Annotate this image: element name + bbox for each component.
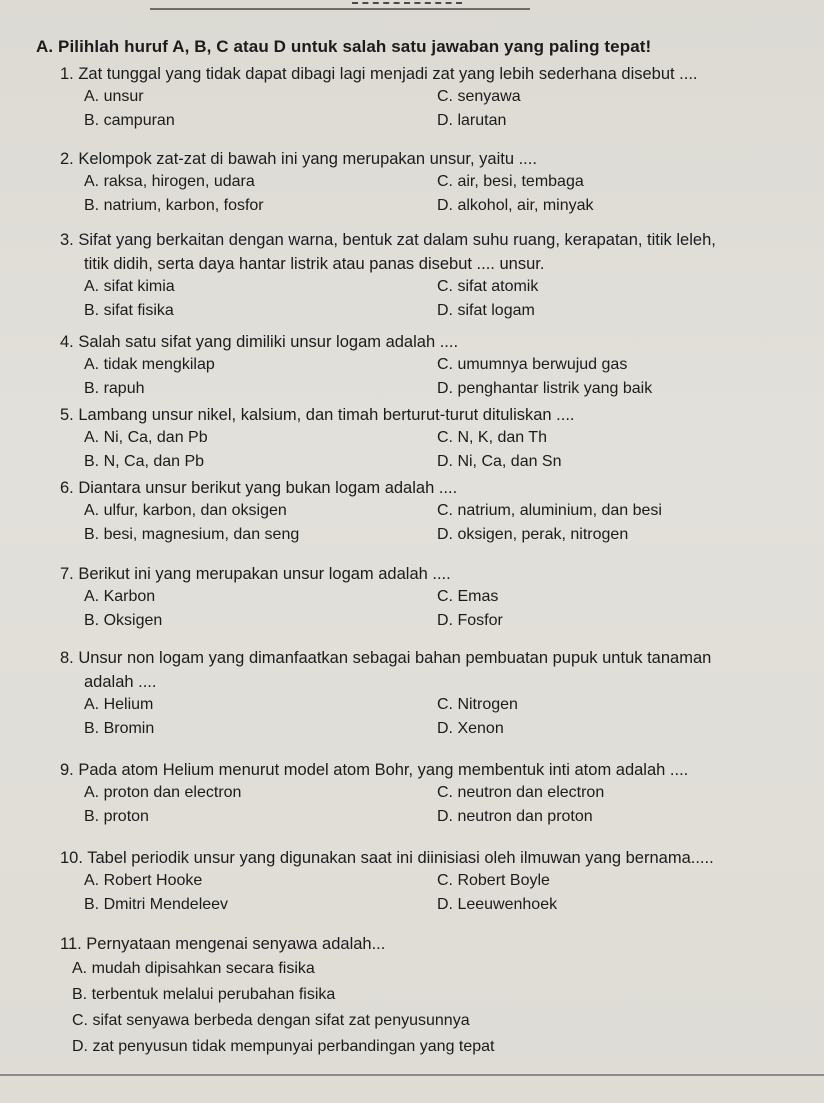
section-title: A. Pilihlah huruf A, B, C atau D untuk salah satu jawaban yang paling tepat! — [36, 37, 652, 56]
option-a[interactable]: A. mudah dipisahkan secara fisika — [72, 960, 315, 977]
option-c[interactable]: C. sifat senyawa berbeda dengan sifat zat penyusunnya — [72, 1012, 470, 1029]
option-b[interactable]: B. besi, magnesium, dan seng — [84, 526, 300, 543]
option-a[interactable]: A. Robert Hooke — [84, 872, 203, 889]
option-b[interactable]: B. sifat fisika — [84, 302, 174, 319]
question-stem: 7. Berikut ini yang merupakan unsur logam adalah .... — [60, 565, 451, 583]
option-a[interactable]: A. Helium — [84, 696, 154, 713]
question-9 — [60, 758, 820, 834]
option-c[interactable]: C. Robert Boyle — [437, 872, 550, 889]
option-c[interactable]: C. Nitrogen — [437, 696, 518, 713]
question-stem: 4. Salah satu sifat yang dimiliki unsur logam adalah .... — [60, 333, 459, 351]
option-a[interactable]: A. sifat kimia — [84, 278, 175, 295]
question-stem: 3. Sifat yang berkaitan dengan warna, bentuk zat dalam suhu ruang, kerapatan, titik leleh, — [60, 231, 716, 249]
question-stem: 10. Tabel periodik unsur yang digunakan saat ini diinisiasi oleh ilmuwan yang bernama..... — [60, 849, 714, 867]
option-a[interactable]: A. Karbon — [84, 588, 156, 605]
question-4 — [60, 330, 820, 406]
option-d[interactable]: D. alkohol, air, minyak — [437, 197, 594, 214]
question-stem: 9. Pada atom Helium menurut model atom Bohr, yang membentuk inti atom adalah .... — [60, 761, 689, 779]
option-d[interactable]: D. Xenon — [437, 720, 504, 737]
option-b[interactable]: B. terbentuk melalui perubahan fisika — [72, 986, 336, 1003]
question-stem: 11. Pernyataan mengenai senyawa adalah... — [60, 935, 386, 953]
option-d[interactable]: D. zat penyusun tidak mempunyai perbandingan yang tepat — [72, 1038, 495, 1055]
question-2 — [60, 147, 820, 223]
option-b[interactable]: B. rapuh — [84, 380, 145, 397]
bottom-divider — [0, 1074, 824, 1076]
question-stem-continued: adalah .... — [84, 673, 157, 691]
question-5 — [60, 403, 820, 479]
option-d[interactable]: D. Ni, Ca, dan Sn — [437, 453, 562, 470]
option-c[interactable]: C. N, K, dan Th — [437, 429, 547, 446]
option-c[interactable]: C. umumnya berwujud gas — [437, 356, 628, 373]
option-a[interactable]: A. proton dan electron — [84, 784, 242, 801]
question-10 — [60, 846, 820, 922]
option-c[interactable]: C. neutron dan electron — [437, 784, 605, 801]
option-b[interactable]: B. proton — [84, 808, 149, 825]
option-c[interactable]: C. sifat atomik — [437, 278, 539, 295]
top-dash-marks — [352, 2, 462, 18]
option-d[interactable]: D. larutan — [437, 112, 507, 129]
question-stem-continued: titik didih, serta daya hantar listrik atau panas disebut .... unsur. — [84, 255, 545, 273]
question-11 — [60, 932, 820, 1060]
question-1 — [60, 62, 820, 138]
question-stem: 1. Zat tunggal yang tidak dapat dibagi lagi menjadi zat yang lebih sederhana disebut .... — [60, 65, 698, 83]
option-a[interactable]: A. Ni, Ca, dan Pb — [84, 429, 208, 446]
option-b[interactable]: B. campuran — [84, 112, 175, 129]
option-d[interactable]: D. Leeuwenhoek — [437, 896, 558, 913]
question-3 — [60, 228, 820, 328]
option-c[interactable]: C. Emas — [437, 588, 499, 605]
option-a[interactable]: A. tidak mengkilap — [84, 356, 215, 373]
option-d[interactable]: D. penghantar listrik yang baik — [437, 380, 653, 397]
option-d[interactable]: D. oksigen, perak, nitrogen — [437, 526, 629, 543]
option-d[interactable]: D. Fosfor — [437, 612, 503, 629]
question-stem: 6. Diantara unsur berikut yang bukan logam adalah .... — [60, 479, 458, 497]
option-b[interactable]: B. natrium, karbon, fosfor — [84, 197, 264, 214]
option-d[interactable]: D. sifat logam — [437, 302, 535, 319]
option-a[interactable]: A. unsur — [84, 88, 144, 105]
option-c[interactable]: C. air, besi, tembaga — [437, 173, 584, 190]
option-b[interactable]: B. Bromin — [84, 720, 155, 737]
option-b[interactable]: B. N, Ca, dan Pb — [84, 453, 205, 470]
question-7 — [60, 562, 820, 638]
option-c[interactable]: C. natrium, aluminium, dan besi — [437, 502, 662, 519]
question-stem: 8. Unsur non logam yang dimanfaatkan sebagai bahan pembuatan pupuk untuk tanaman — [60, 649, 712, 667]
question-8 — [60, 646, 820, 746]
option-d[interactable]: D. neutron dan proton — [437, 808, 593, 825]
question-stem: 5. Lambang unsur nikel, kalsium, dan timah berturut-turut dituliskan .... — [60, 406, 575, 424]
question-stem: 2. Kelompok zat-zat di bawah ini yang merupakan unsur, yaitu .... — [60, 150, 537, 168]
option-a[interactable]: A. raksa, hirogen, udara — [84, 173, 255, 190]
option-b[interactable]: B. Oksigen — [84, 612, 163, 629]
option-c[interactable]: C. senyawa — [437, 88, 521, 105]
question-6 — [60, 476, 820, 552]
top-divider — [150, 8, 530, 10]
option-a[interactable]: A. ulfur, karbon, dan oksigen — [84, 502, 287, 519]
option-b[interactable]: B. Dmitri Mendeleev — [84, 896, 229, 913]
